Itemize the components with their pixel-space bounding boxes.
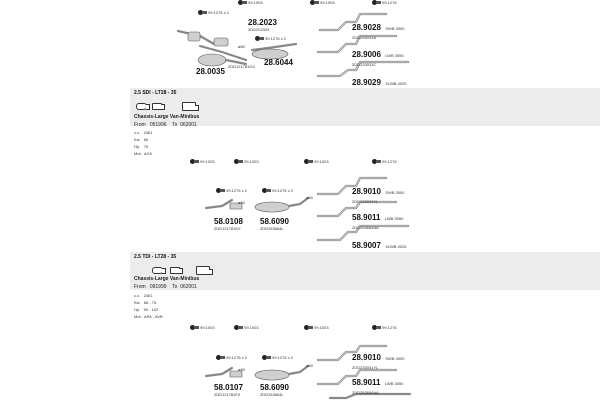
from-value: 051996	[149, 122, 167, 128]
spec-value: 66 - 75	[143, 300, 157, 305]
chip-code: 99.1003	[314, 159, 329, 164]
from-value: 091999	[149, 284, 167, 290]
chip	[190, 159, 215, 164]
spec-row	[134, 144, 148, 149]
clamp-icon	[216, 355, 225, 360]
part-number: 58.6090	[260, 383, 289, 392]
part-number: 28.9028	[352, 23, 381, 32]
part-28-9010[interactable]	[352, 347, 405, 370]
vehicle-title: 2.5 SDI - LT28 - 35	[134, 90, 177, 96]
part-28-2023[interactable]	[248, 18, 277, 32]
to-label: To	[172, 122, 178, 128]
chip	[304, 325, 329, 330]
part-58-0108[interactable]	[214, 217, 243, 231]
part-variant: LWB 3550	[384, 381, 404, 386]
chip	[304, 159, 329, 164]
part-variant: SWB 3000	[385, 26, 405, 31]
chip	[372, 159, 397, 164]
silencer-drawing-section-2	[206, 366, 308, 380]
spec-value: 2461	[143, 293, 153, 298]
spec-row	[134, 151, 152, 156]
clamp-icon	[234, 159, 243, 164]
chip-top-1	[198, 10, 229, 15]
diameter-note: ø60	[306, 363, 313, 368]
from-label: From	[134, 284, 146, 290]
spec-label: Hp.	[134, 307, 141, 312]
chip-code: 99.1276	[382, 0, 397, 5]
chip	[234, 159, 259, 164]
part-58-9011[interactable]	[352, 207, 403, 230]
part-variant: SWB 3000	[385, 190, 405, 195]
chip-top-4	[372, 0, 397, 5]
spec-value: 75	[143, 144, 149, 149]
from-label: From	[134, 122, 146, 128]
bus-icon	[136, 103, 147, 110]
clamp-icon	[262, 355, 271, 360]
part-number: 58.9011	[352, 213, 381, 222]
part-code: 2DD121781GX	[228, 64, 256, 69]
clamp-icon	[198, 10, 207, 15]
date-range	[134, 284, 197, 290]
clamp-icon	[262, 188, 271, 193]
van-icon	[196, 266, 210, 275]
part-variant: XLWB 4025	[385, 244, 407, 249]
spec-row	[134, 307, 158, 312]
spec-row	[134, 300, 156, 305]
to-value: 062001	[180, 284, 197, 290]
part-number: 28.9029	[352, 78, 381, 87]
clamp-callout	[216, 355, 247, 360]
clamp-icon	[255, 36, 264, 41]
part-number: 58.6090	[260, 217, 289, 226]
part-number: 28.9006	[352, 50, 381, 59]
truck-icon	[152, 103, 162, 110]
clamp-callout-text: 99.1276 x 2	[272, 355, 294, 360]
to-value: 062001	[180, 122, 197, 128]
diameter-note: ø60	[238, 44, 245, 49]
part-number: 28.0035	[196, 67, 225, 76]
clamp-icon	[216, 188, 225, 193]
part-58-6090[interactable]	[260, 217, 289, 231]
truck-icon	[170, 267, 180, 274]
silencer-drawing-section-1	[206, 198, 308, 212]
part-code: 2DD121781EX	[214, 226, 241, 231]
clamp-icon	[372, 325, 381, 330]
clamp-callout	[262, 355, 293, 360]
diameter-note: ø60	[238, 367, 245, 372]
spec-row	[134, 314, 163, 319]
vehicle-title: 2.5 TDI - LT28 - 35	[134, 254, 177, 260]
to-label: To	[172, 284, 178, 290]
clamp-callout	[262, 188, 293, 193]
part-number: 58.0108	[214, 217, 243, 226]
chip-top-3	[310, 0, 335, 5]
clamp-icon	[304, 325, 313, 330]
spec-label: Kw.	[134, 300, 141, 305]
clamp-icon	[190, 325, 199, 330]
clamp-icon	[310, 0, 319, 5]
clamp-callout	[216, 188, 247, 193]
spec-label: c.c.	[134, 130, 141, 135]
part-28-9010[interactable]	[352, 181, 405, 204]
clamp-callout-text: 99.1276 x 2	[226, 355, 248, 360]
clamp-icon	[234, 325, 243, 330]
spec-row	[134, 130, 152, 135]
part-28-0035[interactable]	[196, 67, 225, 76]
spec-value: 2461	[143, 130, 153, 135]
part-code: 2DD233031YL	[352, 199, 379, 204]
body-type: Chassis-Large Van-Minibus	[134, 114, 200, 120]
spec-label: Kw.	[134, 137, 141, 142]
part-58-6090[interactable]	[260, 383, 289, 397]
body-type: Chassis-Large Van-Minibus	[134, 276, 200, 282]
spec-label: Hp.	[134, 144, 141, 149]
part-number: 58.9007	[352, 241, 381, 250]
part-28-6044[interactable]	[264, 58, 293, 67]
diameter-note: ø60	[238, 200, 245, 205]
part-code: 2DD253664L	[260, 226, 284, 231]
chip	[190, 325, 215, 330]
diameter-note: ø60	[306, 195, 313, 200]
part-code: 2DD202329	[248, 27, 270, 32]
chip-code: 99.1003	[200, 159, 215, 164]
clamp-callout	[255, 36, 286, 41]
part-code: 2DD233031C	[352, 62, 377, 67]
spec-label: Mot.	[134, 151, 142, 156]
clamp-icon	[238, 0, 247, 5]
part-code: 2DD253664AA	[352, 390, 379, 395]
van-icon	[182, 102, 196, 111]
spec-value: 66	[143, 137, 149, 142]
part-code: 2DD253664AA	[352, 225, 379, 230]
spec-label: c.c.	[134, 293, 141, 298]
chip-code: 99.1003	[314, 325, 329, 330]
spec-row	[134, 293, 152, 298]
part-58-0107[interactable]	[214, 383, 243, 397]
part-number: 28.9010	[352, 187, 381, 196]
part-variant: XLWB 4025	[385, 81, 407, 86]
spec-value: 90 - 102	[143, 307, 159, 312]
chip	[234, 325, 259, 330]
spec-value: APA - AVR	[144, 314, 163, 319]
part-number: 28.2023	[248, 18, 277, 27]
chip-code: 99.1003	[244, 159, 259, 164]
vehicle-header-1	[130, 88, 600, 126]
chip-code: 99.1276	[382, 325, 397, 330]
clamp-callout-text: 99.1276 x 2	[265, 36, 287, 41]
part-code: 2DD121781FX	[214, 392, 241, 397]
chip-code: 99.1276	[382, 159, 397, 164]
part-code: 2DD233031A	[352, 35, 377, 40]
chip-top-2	[238, 0, 263, 5]
clamp-callout-text: 99.1276 x 2	[272, 188, 294, 193]
part-variant: LWB 3550	[384, 216, 404, 221]
clamp-icon	[190, 159, 199, 164]
part-variant: LWB 3550	[385, 53, 404, 58]
chip	[372, 325, 397, 330]
chip-code: 99.1003	[320, 0, 335, 5]
bus-icon	[152, 267, 163, 274]
part-number: 28.6044	[264, 58, 293, 67]
part-58-9011[interactable]	[352, 372, 403, 395]
part-28-9006[interactable]	[352, 44, 404, 67]
chip-code: 99.1276 x 2	[208, 10, 230, 15]
chip-code: 99.1003	[248, 0, 263, 5]
date-range	[134, 122, 197, 128]
part-number: 58.9011	[352, 378, 381, 387]
part-number: 58.0107	[214, 383, 243, 392]
chip-code: 99.1003	[244, 325, 259, 330]
spec-value: AGX	[144, 151, 153, 156]
clamp-icon	[304, 159, 313, 164]
spec-row	[134, 137, 148, 142]
chip-code: 99.1003	[200, 325, 215, 330]
part-28-9028[interactable]	[352, 17, 405, 40]
part-variant: SWB 3000	[385, 356, 405, 361]
spec-label: Mot.	[134, 314, 142, 319]
clamp-icon	[372, 159, 381, 164]
part-code: 2DD253664L	[260, 392, 284, 397]
clamp-icon	[372, 0, 381, 5]
part-code: 2DD233031YL	[352, 365, 379, 370]
clamp-callout-text: 99.1276 x 2	[226, 188, 248, 193]
part-number: 28.9010	[352, 353, 381, 362]
